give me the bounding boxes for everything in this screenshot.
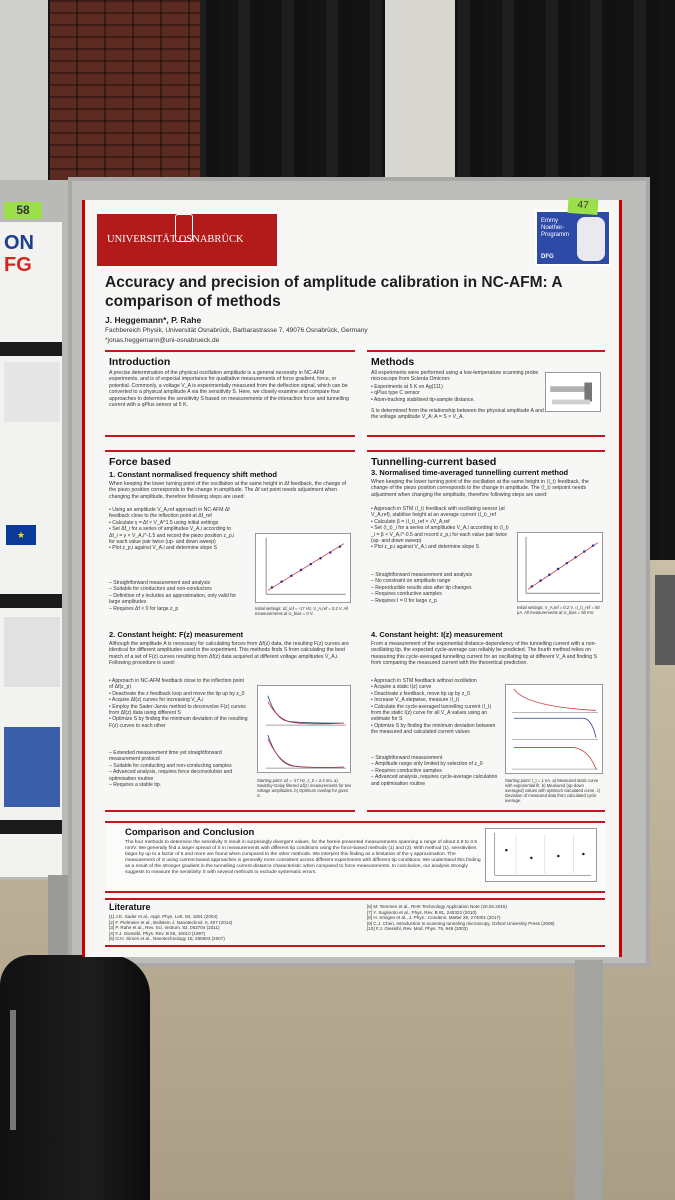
list-item: • Approach in STM ⟨I_t⟩ feedback with oscillating sensor (at V_A,ref), stabilise height at an average current ⟨I_t⟩_ref xyxy=(371,506,511,519)
literature-title: Literature xyxy=(109,902,151,912)
method4-title: 4. Constant height: I(z) measurement xyxy=(371,630,503,639)
method2-title: 2. Constant height: F(z) measurement xyxy=(109,630,244,639)
list-item: • Plot z_p,i against V_A,i and determine slope S xyxy=(109,545,239,551)
neighbour-figure xyxy=(4,362,60,422)
list-item: – Straightforward measurement xyxy=(371,755,499,761)
method3-pros-cons xyxy=(371,572,511,604)
reference: [5] G.H. Simon et al., Nanotechnology 18, 255503 (2007) xyxy=(109,936,225,942)
reference: [10] F.J. Giessibl, Rev. Mod. Phys. 75, 949 (2003) xyxy=(367,926,468,932)
comparison-plot xyxy=(485,828,597,882)
method3-plot xyxy=(517,532,603,602)
methods-note: S is determined from the relationship between the physical amplitude A and the voltage amplitude V_A: A = S × V_A. xyxy=(371,408,544,421)
reference: [6] M. Temmen et al., RHK Technology Application Note (20.02.2015) xyxy=(367,904,508,909)
list-item: – Straightforward measurement and analysis xyxy=(109,580,239,586)
section-rule xyxy=(367,350,605,352)
reference: [2] F. Pielmeier et al., Beilstein J. Nanotechnol. 5, 407 (2014) xyxy=(109,919,233,925)
list-item: • Atom-tracking stabilised tip-sample distance. xyxy=(371,397,541,403)
section-rule xyxy=(105,898,605,900)
method3-steps xyxy=(371,506,511,551)
section-rule xyxy=(367,450,605,452)
neighbour-text-block xyxy=(4,617,60,687)
neighbour-header-bar xyxy=(0,342,62,356)
list-item: • Calculate the cycle-averaged tunnelling current ⟨I_t⟩ from the static I(z) curve for all V_A values using an estimate for S xyxy=(371,704,499,723)
section-rule xyxy=(105,810,355,812)
method3-caption: Initial settings: V_A,ref = 0.2 V, ⟨I_t⟩_ref = 50 pA. All measurements at U_bias = 50 mV. xyxy=(517,605,600,615)
section-rule xyxy=(367,435,605,437)
university-emblem-icon xyxy=(175,214,193,242)
sensor-sketch xyxy=(545,372,601,412)
reference: [3] P. Rahe et al., Rev. Sci. Instrum. 82, 063704 (2011) xyxy=(109,925,220,931)
method1-text: When keeping the lower turning point of the oscillation at the same height in Δf feedback, the change of the piezo position corresponds to the change in amplitude. The Δf set point needs adjustment when changing the amplitude, therefore following steps are used: xyxy=(109,481,347,500)
list-item: – Straightforward measurement and analysis xyxy=(371,572,511,578)
reference: [4] F.J. Giessibl, Phys. Rev. B 56, 16010 (1997) xyxy=(109,930,206,936)
list-item: • Optimize S by finding the minimum deviation between the measured and calculated current values xyxy=(371,723,499,736)
method1-pros-cons xyxy=(109,580,239,612)
neighbour-header-bar xyxy=(0,594,62,608)
neighbour-header-bar xyxy=(0,820,62,834)
method1-steps xyxy=(109,507,239,552)
neighbour-logo: ON FG xyxy=(4,232,34,276)
eu-flag-icon: ★ xyxy=(6,525,36,545)
poster xyxy=(82,200,622,957)
list-item: • Acquire a static I(z) curve xyxy=(371,684,499,690)
affiliation: Fachbereich Physik, Universität Osnabrück, Barbarastrasse 7, 49076 Osnabrück, Germany xyxy=(105,327,368,334)
list-item: • Set ⟨I_t⟩_i for a series of amplitudes V_A,i according to ⟨I_t⟩_i = β × V_A,i^-0.5 and record z_p,i for each value pair twice (up- and down sweep) xyxy=(371,525,511,544)
reference: [9] C.J. Chen, Introduction to scanning tunneling microscopy, Oxford University Press (2008) xyxy=(367,920,555,926)
list-item: – Requires conductive samples xyxy=(371,591,511,597)
email: *jonas.heggemann@uni-osnabrueck.de xyxy=(105,337,220,344)
left-wall xyxy=(0,0,48,180)
method2-pros-cons xyxy=(109,750,249,788)
force-based-title: Force based xyxy=(109,456,171,468)
reference: [1] J.E. Sader et al., Appl. Phys. Lett. 84, 1801 (2004) xyxy=(109,914,218,919)
method1-plot xyxy=(255,533,351,603)
section-rule xyxy=(367,810,605,812)
list-item: • Deactivate z feedback, move tip up by z_0 xyxy=(371,691,499,697)
list-item: – Requires Δf < 0 for large z_p xyxy=(109,606,239,612)
list-item: • Calculate γ = Δf × V_A^1.5 using initial settings xyxy=(109,520,239,526)
university-logo: UNIVERSITÄT OSNABRÜCK xyxy=(97,214,277,266)
brick-wall xyxy=(50,0,200,180)
list-item: • qPlus type C sensor xyxy=(371,390,541,396)
list-item: • Plot z_p,i against V_A,i and determine slope S xyxy=(371,544,511,550)
list-item: – Amplitude range only limited by selection of z_0 xyxy=(371,761,499,767)
list-item: • Approach in NC-AFM feedback close to the inflection point of Δf(z_p) xyxy=(109,678,249,691)
poster-title: Accuracy and precision of amplitude calibration in NC-AFM: A comparison of methods xyxy=(105,274,563,310)
list-item: – Extended measurement time yet straightforward measurement protocol xyxy=(109,750,249,763)
list-item: – Advanced analysis, requires cycle-average calculation and optimisation routine xyxy=(371,774,499,787)
tunnelling-title: Tunnelling-current based xyxy=(371,456,497,468)
chair xyxy=(655,575,675,665)
section-rule xyxy=(105,350,355,352)
methods-title: Methods xyxy=(371,356,415,368)
backpack xyxy=(0,955,150,1200)
list-item: – Requires conductive samples xyxy=(371,768,499,774)
white-pillar xyxy=(385,0,455,180)
stand-leg xyxy=(575,960,603,1200)
section-rule xyxy=(105,435,355,437)
portrait-icon xyxy=(577,217,605,261)
list-item: – Advanced analysis, requires force deconvolution and optimisation routine xyxy=(109,769,249,782)
method2-steps xyxy=(109,678,249,729)
board-number-tag: 47 xyxy=(567,197,598,215)
method4-pros-cons xyxy=(371,755,499,787)
list-item: – Requires a stable tip. xyxy=(109,782,249,788)
board-number-tag: 58 xyxy=(4,202,42,219)
methods-text: All experiments were performed using a low-temperature scanning probe microscope from Scienta Omicron: xyxy=(371,370,539,383)
list-item: • Approach in STM feedback without oscillation xyxy=(371,678,499,684)
method2-caption: Starting point: Δf = -17 Hz, z_0 = 2.4 nm. a) Savitzky-Golay filtered Δf(z) measurements for two voltage amplitudes. b) Optimum overlap for given S. xyxy=(257,778,352,798)
intro-text: A precise determination of the physical oscillation amplitude is a general necessity in NC-AFM experiments, and is of especial importance for qualitative measurements of force gradient, force, or potential. Commonly, a voltage V_A is experimentally measured from the deflection signal, which can be converted to a physical amplitude A via the sensitivity S. Here, we closely examine and compare four approaches to determine the sensitivity S based on measurements of the interaction force and tunnelling current with a qPlus sensor at 5 K. xyxy=(109,370,349,409)
authors: J. Heggemann*, P. Rahe xyxy=(105,315,202,325)
list-item: • Experiments at 5 K on Ag(111) xyxy=(371,384,541,390)
neighbour-poster xyxy=(0,222,62,877)
list-item: • Using an amplitude V_A,ref approach in NC-AFM Δf feedback close to the inflection point at Δf_ref xyxy=(109,507,239,520)
literature-right xyxy=(367,904,603,932)
emmy-logo-text: Emmy Noether-Programm xyxy=(541,218,570,238)
method2-plot xyxy=(257,685,351,773)
neighbour-figure xyxy=(4,727,60,807)
method3-text: When keeping the lower turning point of the oscillation at the same height in ⟨I_t⟩ feedback, the change of the piezo position corresponds to the change in amplitude. The ⟨I_t⟩ setpoint needs adjustment when changing the amplitude, therefore following steps are used: xyxy=(371,479,589,498)
method4-text: From a measurement of the exponential distance-dependency of the tunnelling current with a non-oscillating tip, the expected cycle-average can reliably be predicted. The fourth method relies on measuring this cycle-averaged tunnelling current for an oscillating tip at different V_A and finding S from comparing the measured current with the theoretical prediction. xyxy=(371,641,597,667)
list-item: – No constraint on amplitude range xyxy=(371,578,511,584)
list-item: – Suitable for conducting and non-conducting samples xyxy=(109,763,249,769)
list-item: • Deactivate the z feedback loop and move the tip up by z_0 xyxy=(109,691,249,697)
list-item: – Requires I = 0 for large z_p xyxy=(371,598,511,604)
backpack-zipper xyxy=(10,1010,16,1130)
list-item: • Set Δf_i for a series of amplitudes V_A,i according to Δf_i = γ × V_A,i^-1.5 and record the piezo position z_p,i for each value pair twice (up- and down sweep) xyxy=(109,526,239,545)
method4-caption: Starting point: I_t = 1 nA. a) Measured static curve with exponential fit. b) Measured (up-down averaged) values with optimum calculated curve. c) Deviation of measured data from calculated cycle average. xyxy=(505,778,601,803)
method1-title: 1. Constant normalised frequency shift method xyxy=(109,470,277,479)
list-item: • Employ the Sader-Jarvis method to deconvolve F(z) curves from Δf(z) data using different S xyxy=(109,704,249,717)
section-rule xyxy=(105,945,605,947)
method4-plot xyxy=(505,684,603,774)
reference: [8] H. Söngen et al., J. Phys.: Condens. Matter 29, 274001 (2017) xyxy=(367,915,501,921)
reference: [7] Y. Sugimoto et al., Phys. Rev. B 81, 245322 (2010) xyxy=(367,909,477,915)
list-item: • Calculate β = ⟨I_t⟩_ref × √V_A,ref xyxy=(371,519,511,525)
list-item: – Suitable for conductors and non-conductors xyxy=(109,586,239,592)
emmy-noether-logo xyxy=(535,210,611,266)
dfg-label: DFG xyxy=(541,254,554,260)
conclusion-title: Comparison and Conclusion xyxy=(125,827,255,838)
list-item: • Optimize S by finding the minimum deviation of the resulting F(z) curves to each other xyxy=(109,716,249,729)
method1-caption: Initial settings: Δf_ref = -17 Hz, V_A,ref = 0.2 V. All measurements at U_bias = 0 V. xyxy=(255,606,349,616)
method2-text: Although the amplitude A is necessary for calculating forces from Δf(z) data, the resulting F(z) curves are identical for different amplitudes used in the experiment. This methods finds S from calculating the best match of a set of F(z) curves resulting from Δf(z) data acquired at different voltage amplitudes V_A,i. Following procedure is used: xyxy=(109,641,349,667)
list-item: • Increase V_A stepwise, measure ⟨I_t⟩ xyxy=(371,697,499,703)
method3-title: 3. Normalised time-averaged tunnelling current method xyxy=(371,468,569,477)
conclusion-text: The four methods to determine the sensitivity S result in surprisingly divergent values, for the herein presented measurements spanning a range of about 2.9 to 3.5 nm/V. We generally find a larger spread of S in measurements with different tip conditions using the force-based methods (1) and (2). With method (1), sensitivities larger by up to a factor of 5 and more are found when compared to the other methods. We interpret this finding as a limitation of the γ approximation. The measurement of S using current-based approaches is generally more consistent across different experiments with different tip conditions. We understand this finding as a result of the stronger gradient in the tunnelling current-distance characteristic when compared to force measurements. In conclusion, our analysis strongly suggests to measure the sensitivity S with several methods to exclude systematic errors. xyxy=(125,840,481,875)
section-rule xyxy=(105,450,355,452)
list-item: – Definition of γ includes an approximation, only valid for large amplitudes xyxy=(109,593,239,606)
list-item: • Acquire Δf(z) curves for increasing V_A,i xyxy=(109,697,249,703)
list-item: – Reproducible results also after tip changes xyxy=(371,585,511,591)
intro-title: Introduction xyxy=(109,356,171,368)
literature-left xyxy=(109,914,349,942)
method4-steps xyxy=(371,678,499,736)
methods-list xyxy=(371,384,541,403)
